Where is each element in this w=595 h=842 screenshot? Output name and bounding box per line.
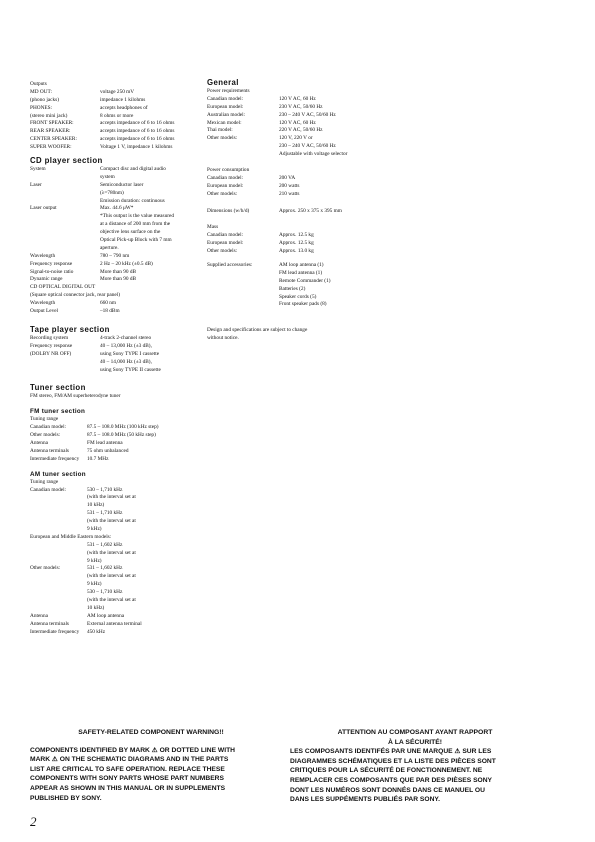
spec-value: accepts impedance of 6 to 16 ohms bbox=[100, 136, 175, 143]
spec-label: Wavelength bbox=[30, 300, 56, 307]
spec-label: Antenna terminals bbox=[30, 620, 69, 627]
page-number: 2 bbox=[30, 814, 37, 829]
spec-value: 531 – 1,602 kHz bbox=[87, 541, 123, 548]
spec-row bbox=[30, 448, 205, 456]
spec-value: Adjustable with voltage selector bbox=[279, 151, 348, 158]
tuner-section-title: Tuner section bbox=[30, 383, 86, 393]
spec-value: 120 V AC, 60 Hz bbox=[279, 119, 316, 126]
spec-label: Intermediate frequency bbox=[30, 455, 80, 462]
spec-value: 87.5 – 108.0 MHz (50 kHz step) bbox=[87, 432, 156, 439]
spec-label: Dynamic range bbox=[30, 276, 63, 283]
right-column bbox=[207, 77, 387, 343]
spec-row bbox=[30, 166, 205, 174]
spec-value: using Sony TYPE II cassette bbox=[100, 366, 161, 373]
spec-row bbox=[30, 261, 205, 269]
spec-label: Frequency response bbox=[30, 342, 73, 349]
spec-value: 75 ohm unbalanced bbox=[87, 447, 129, 454]
spec-row bbox=[30, 629, 205, 637]
spec-label: Frequency response bbox=[30, 260, 73, 267]
cd-section-title: CD player section bbox=[30, 156, 103, 166]
spec-row bbox=[207, 232, 387, 240]
spec-value: Max. 44.6 μW* bbox=[100, 205, 134, 212]
am-spec-list-a bbox=[30, 487, 205, 534]
spec-label: CENTER SPEAKER: bbox=[30, 136, 77, 143]
spec-row bbox=[30, 276, 205, 284]
spec-row bbox=[30, 558, 205, 566]
spec-value: 230 – 240 V AC, 50/60 Hz bbox=[279, 143, 336, 150]
spec-value: Front speaker pads (8) bbox=[279, 301, 327, 308]
am-spec-list-b bbox=[30, 542, 205, 637]
warning-line: LES COMPOSANTS IDENTIFÉS PAR UNE MARQUE ⚠ SUR LES bbox=[290, 748, 492, 756]
spec-row bbox=[30, 253, 205, 261]
warning-line: COMPONENTS WITH SONY PARTS WHOSE PART NUMBERS bbox=[30, 775, 224, 783]
spec-value: *This output is the value measured bbox=[100, 213, 174, 220]
spec-label: Canadian model: bbox=[207, 174, 244, 181]
spec-row bbox=[207, 175, 387, 183]
spec-value: 4-track 2-channel stereo bbox=[100, 334, 152, 341]
spec-value: (with the interval set at bbox=[87, 573, 136, 580]
spec-value: (with the interval set at bbox=[87, 549, 136, 556]
am-tuner-section-title: AM tuner section bbox=[30, 470, 86, 478]
spec-value: 120 V, 220 V or bbox=[279, 135, 313, 142]
spec-value: 120 V AC, 60 Hz bbox=[279, 95, 316, 102]
cd-optical-heading: CD OPTICAL DIGITAL OUT bbox=[30, 284, 96, 291]
spec-value: (with the interval set at bbox=[87, 518, 136, 525]
spec-row bbox=[207, 270, 387, 278]
outputs-list bbox=[30, 89, 205, 152]
spec-row bbox=[207, 151, 387, 159]
outputs-heading: Outputs bbox=[30, 81, 47, 87]
spec-label: Laser output bbox=[30, 205, 57, 212]
spec-value: system bbox=[100, 173, 115, 180]
spec-value: AM loop antenna (1) bbox=[279, 262, 324, 269]
spec-row bbox=[30, 359, 205, 367]
power-consumption-heading: Power consumption bbox=[207, 167, 250, 174]
spec-row bbox=[207, 191, 387, 199]
spec-row bbox=[30, 308, 205, 316]
spec-row bbox=[30, 494, 205, 502]
spec-value: Compact disc and digital audio bbox=[100, 166, 166, 173]
spec-row bbox=[30, 510, 205, 518]
spec-value: 220 V AC, 50/60 Hz bbox=[279, 127, 323, 134]
spec-label: Supplied accessories: bbox=[207, 262, 253, 269]
safety-warning-body bbox=[30, 746, 272, 804]
spec-row bbox=[207, 183, 387, 191]
spec-value: More than 90 dB bbox=[100, 268, 137, 275]
left-column bbox=[30, 81, 205, 636]
spec-value: Emission duration: continuous bbox=[100, 197, 165, 204]
mass-heading: Mass bbox=[207, 224, 219, 231]
supplied-accessories-list bbox=[207, 262, 387, 309]
power-requirements-heading: Power requirements bbox=[207, 88, 250, 94]
spec-value: Optical Pick-up Block with 7 mm bbox=[100, 237, 172, 244]
warning-line: MARK ⚠ ON THE SCHEMATIC DIAGRAMS AND IN THE PARTS bbox=[30, 756, 229, 764]
spec-label: REAR SPEAKER: bbox=[30, 128, 71, 135]
fm-tuning-range-heading: Tuning range bbox=[30, 416, 59, 423]
spec-value: voltage 250 mV bbox=[100, 88, 135, 95]
spec-label: Australian model: bbox=[207, 111, 246, 118]
spec-value: External antenna terminal bbox=[87, 620, 142, 627]
spec-label: Other models: bbox=[207, 248, 238, 255]
spec-row bbox=[30, 335, 205, 343]
spec-value: Voltage 1 V, impedance 1 kilohms bbox=[100, 144, 173, 151]
spec-row bbox=[30, 343, 205, 351]
spec-value: accepts impedance of 6 to 16 ohms bbox=[100, 120, 175, 127]
spec-row bbox=[30, 605, 205, 613]
mass-list bbox=[207, 232, 387, 256]
spec-value: 531 – 1,602 kHz bbox=[87, 565, 123, 572]
spec-row bbox=[30, 198, 205, 206]
warning-line: COMPONENTS IDENTIFIED BY MARK ⚠ OR DOTTED LINE WITH bbox=[30, 746, 236, 754]
fm-tuner-section-title: FM tuner section bbox=[30, 408, 86, 416]
spec-row bbox=[30, 97, 205, 105]
spec-value: using Sony TYPE I cassette bbox=[100, 350, 160, 357]
spec-label: Thai model: bbox=[207, 127, 233, 134]
spec-value: 9 kHz) bbox=[87, 557, 102, 564]
spec-row bbox=[30, 205, 205, 213]
spec-value: AM loop antenna bbox=[87, 612, 125, 619]
spec-value: 530 – 1,710 kHz bbox=[87, 589, 123, 596]
spec-value: Speaker cords (5) bbox=[279, 293, 317, 300]
safety-warning-body-fr bbox=[290, 747, 540, 805]
spec-label: Intermediate frequency bbox=[30, 628, 80, 635]
spec-label: (phono jacks) bbox=[30, 96, 59, 103]
spec-row bbox=[207, 143, 387, 151]
spec-value: 9 kHz) bbox=[87, 525, 102, 532]
spec-row bbox=[30, 351, 205, 359]
spec-row bbox=[30, 300, 205, 308]
spec-value: 40 – 14,000 Hz (±3 dB), bbox=[100, 358, 152, 365]
spec-value: at a distance of 200 mm from the bbox=[100, 221, 171, 228]
tape-section-title: Tape player section bbox=[30, 324, 110, 334]
spec-value: (with the interval set at bbox=[87, 494, 136, 501]
spec-row bbox=[207, 135, 387, 143]
spec-label: Output Level bbox=[30, 308, 59, 315]
dimensions-value: Approx. 250 x 375 x 395 mm bbox=[279, 207, 342, 214]
spec-label: (DOLBY NR OFF) bbox=[30, 350, 72, 357]
spec-value: 2 Hz – 20 kHz (±0.5 dB) bbox=[100, 260, 153, 267]
warning-line: DANS LES SUPPÉMENTS PUBLIÉS PAR SONY. bbox=[290, 796, 440, 804]
spec-row bbox=[30, 182, 205, 190]
tuner-description: FM stereo, FM/AM superheterodyne tuner bbox=[30, 393, 121, 400]
spec-value: 200 watts bbox=[279, 182, 300, 189]
warning-line: CRITIQUES POUR LA SÉCURITÉ DE FONCTIONNEMENT. NE bbox=[290, 767, 483, 775]
spec-value: aperture. bbox=[100, 244, 119, 251]
spec-row bbox=[207, 96, 387, 104]
spec-label: PHONES: bbox=[30, 104, 53, 111]
design-note-line-2: without notice. bbox=[207, 335, 239, 342]
safety-warning-title-fr-line-2: À LA SÉCURITÉ! bbox=[387, 738, 443, 746]
safety-warning-title: SAFETY-RELATED COMPONENT WARNING!! bbox=[78, 729, 224, 736]
spec-value: accepts impedance of 6 to 16 ohms bbox=[100, 128, 175, 135]
spec-label: Antenna terminals bbox=[30, 447, 69, 454]
am-tuning-range-heading: Tuning range bbox=[30, 478, 59, 485]
spec-row bbox=[30, 573, 205, 581]
spec-row bbox=[207, 262, 387, 270]
dimensions-row bbox=[207, 208, 387, 216]
spec-value: Approx. 12.5 kg bbox=[279, 240, 314, 247]
spec-value: More than 90 dB bbox=[100, 276, 137, 283]
spec-label: FRONT SPEAKER: bbox=[30, 120, 74, 127]
spec-row bbox=[30, 105, 205, 113]
spec-row bbox=[30, 229, 205, 237]
spec-value: 10 kHz) bbox=[87, 604, 105, 611]
spec-row bbox=[30, 440, 205, 448]
warning-line: APPEAR AS SHOWN IN THIS MANUAL OR IN SUPPLEMENTS bbox=[30, 784, 226, 792]
spec-row bbox=[207, 127, 387, 135]
spec-value: 780 – 790 nm bbox=[100, 252, 130, 259]
spec-row bbox=[30, 136, 205, 144]
spec-label: Other models: bbox=[30, 432, 61, 439]
spec-row bbox=[207, 248, 387, 256]
spec-label: MD OUT: bbox=[30, 88, 52, 95]
spec-value: FM lead antenna bbox=[87, 439, 123, 446]
spec-label: European model: bbox=[207, 103, 244, 110]
spec-label: Canadian model: bbox=[30, 486, 67, 493]
spec-row bbox=[207, 301, 387, 309]
spec-value: 210 watts bbox=[279, 190, 300, 197]
spec-row bbox=[30, 424, 205, 432]
dimensions-label: Dimensions (w/h/d) bbox=[207, 207, 250, 214]
spec-row bbox=[30, 245, 205, 253]
spec-value: 10 kHz) bbox=[87, 502, 105, 509]
spec-value: Approx. 13.0 kg bbox=[279, 248, 314, 255]
spec-label: (stereo mini jack) bbox=[30, 112, 68, 119]
spec-label: Recording system bbox=[30, 334, 69, 341]
power-requirements-list bbox=[207, 96, 387, 159]
spec-row bbox=[207, 112, 387, 120]
power-consumption-list bbox=[207, 175, 387, 199]
am-european-heading: European and Middle Eastern models: bbox=[30, 533, 112, 540]
spec-row bbox=[30, 432, 205, 440]
warning-line: LIST ARE CRITICAL TO SAFE OPERATION. REPLACE THESE bbox=[30, 765, 225, 773]
warning-line: PUBLISHED BY SONY. bbox=[30, 794, 102, 802]
spec-value: 8 ohms or more bbox=[100, 112, 134, 119]
spec-value: 531 – 1,710 kHz bbox=[87, 510, 123, 517]
spec-row bbox=[30, 526, 205, 534]
spec-row bbox=[30, 456, 205, 464]
spec-value: impedance 1 kilohms bbox=[100, 96, 146, 103]
tape-spec-list bbox=[30, 335, 205, 374]
spec-value: 230 V AC, 50/60 Hz bbox=[279, 103, 323, 110]
spec-value: 530 – 1,710 kHz bbox=[87, 486, 123, 493]
spec-value: 200 VA bbox=[279, 174, 296, 181]
spec-row bbox=[30, 589, 205, 597]
safety-warning-english bbox=[30, 728, 272, 803]
spec-row bbox=[30, 613, 205, 621]
spec-row bbox=[30, 221, 205, 229]
spec-label: System bbox=[30, 166, 46, 173]
spec-row bbox=[30, 597, 205, 605]
spec-row bbox=[30, 502, 205, 510]
spec-row bbox=[30, 144, 205, 152]
spec-value: 40 – 13,000 Hz (±3 dB), bbox=[100, 342, 152, 349]
spec-value: Approx. 12.5 kg bbox=[279, 232, 314, 239]
general-section-title: General bbox=[207, 78, 239, 87]
design-note-line-1: Design and specifications are subject to change bbox=[207, 327, 308, 334]
spec-value: (with the interval set at bbox=[87, 596, 136, 603]
spec-row bbox=[30, 621, 205, 629]
spec-value: Semiconductor laser bbox=[100, 181, 144, 188]
spec-value: (λ=780nm) bbox=[100, 189, 124, 196]
spec-label: Antenna bbox=[30, 439, 48, 446]
spec-row bbox=[207, 286, 387, 294]
spec-row bbox=[207, 278, 387, 286]
spec-row bbox=[30, 367, 205, 375]
spec-value: Remote Commander (1) bbox=[279, 277, 331, 284]
spec-label: Antenna bbox=[30, 612, 48, 619]
safety-warning-french bbox=[290, 728, 540, 805]
spec-row bbox=[30, 237, 205, 245]
spec-value: 87.5 – 108.0 MHz (100 kHz step) bbox=[87, 424, 159, 431]
spec-row bbox=[30, 581, 205, 589]
spec-value: FM lead antenna (1) bbox=[279, 269, 323, 276]
safety-warning-title-fr-line-1: ATTENTION AU COMPOSANT AYANT RAPPORT bbox=[337, 729, 493, 736]
spec-row bbox=[30, 89, 205, 97]
spec-row bbox=[30, 518, 205, 526]
warning-line: DONT LES NUMÉROS SONT DONNÉS DANS CE MANUEL OU bbox=[290, 786, 485, 794]
spec-label: Signal-to-noise ratio bbox=[30, 268, 74, 275]
spec-label: Canadian model: bbox=[207, 95, 244, 102]
spec-label: Other models: bbox=[30, 565, 61, 572]
spec-label: Canadian model: bbox=[30, 424, 67, 431]
spec-row bbox=[207, 104, 387, 112]
spec-row bbox=[30, 174, 205, 182]
spec-value: 660 nm bbox=[100, 300, 117, 307]
cd-optical-subheading: (Square optical connector jack, rear panel) bbox=[30, 292, 121, 299]
spec-row bbox=[30, 269, 205, 277]
cd-optical-list bbox=[30, 300, 205, 316]
spec-row bbox=[30, 550, 205, 558]
warning-line: DIAGRAMMES SCHÉMATIQUES ET LA LISTE DES PIÈCES SONT bbox=[290, 757, 496, 765]
spec-value: objective lens surface on the bbox=[100, 229, 161, 236]
spec-row bbox=[30, 542, 205, 550]
spec-label: Other models: bbox=[207, 190, 238, 197]
spec-label: Mexican model: bbox=[207, 119, 242, 126]
spec-label: SUPER WOOFER: bbox=[30, 144, 72, 151]
spec-value: 10.7 MHz bbox=[87, 455, 109, 462]
warning-line: REMPLACER CES COMPOSANTS QUE PAR DES PIÈSES SONY bbox=[290, 776, 493, 784]
fm-spec-list bbox=[30, 424, 205, 463]
spec-row bbox=[207, 240, 387, 248]
spec-value: accepts headphones of bbox=[100, 104, 148, 111]
spec-value: –18 dBm bbox=[100, 308, 120, 315]
cd-spec-list bbox=[30, 166, 205, 284]
spec-label: Wavelength bbox=[30, 252, 56, 259]
spec-label: European model: bbox=[207, 240, 244, 247]
spec-label: Canadian model: bbox=[207, 232, 244, 239]
spec-label: Laser bbox=[30, 181, 42, 188]
spec-row bbox=[30, 190, 205, 198]
spec-value: Batteries (2) bbox=[279, 285, 306, 292]
spec-label: European model: bbox=[207, 182, 244, 189]
spec-value: 9 kHz) bbox=[87, 581, 102, 588]
spec-row bbox=[207, 120, 387, 128]
spec-label: Other models: bbox=[207, 135, 238, 142]
spec-value: 230 – 240 V AC, 50/60 Hz bbox=[279, 111, 336, 118]
spec-value: 450 kHz bbox=[87, 628, 106, 635]
